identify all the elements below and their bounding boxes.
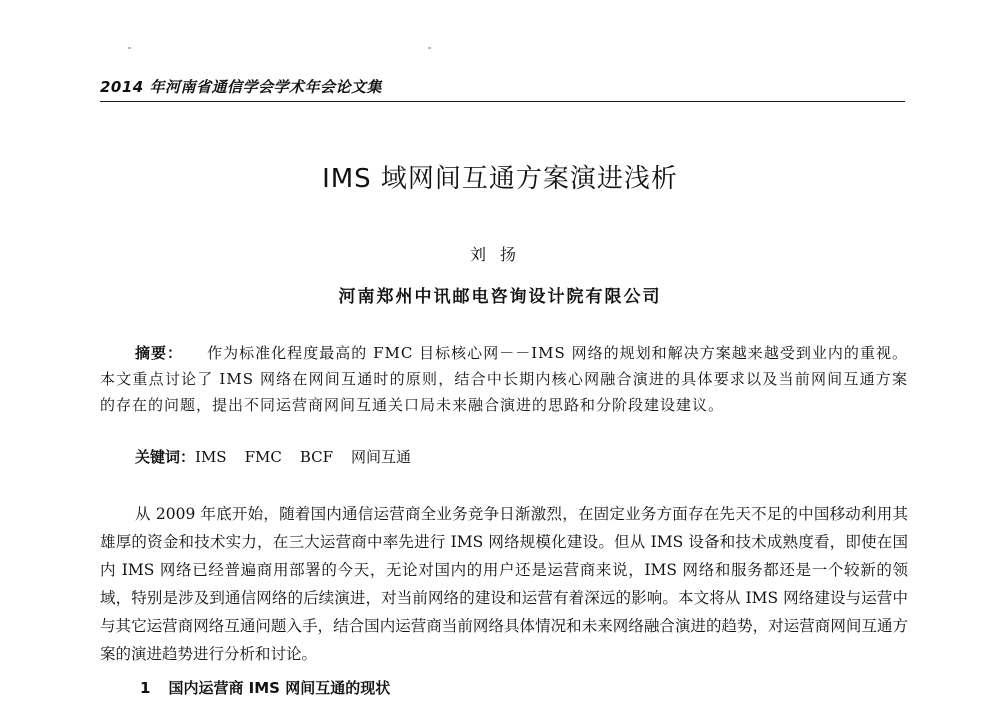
paper-title: IMS 域网间互通方案演进浅析 xyxy=(322,164,678,194)
abstract xyxy=(100,340,908,418)
header-rule xyxy=(100,101,905,102)
scan-artifact xyxy=(128,47,131,49)
section-title: 国内运营商 IMS 网间互通的现状 xyxy=(168,679,391,697)
author-affiliation: 河南郑州中讯邮电咨询设计院有限公司 xyxy=(338,287,662,307)
running-head: 2014 年河南省通信学会学术年会论文集 xyxy=(100,78,382,96)
scan-artifact xyxy=(428,47,431,49)
intro-paragraph: 从 2009 年底开始，随着国内通信运营商全业务竞争日渐激烈，在固定业务方面存在先天不足的中国移动利用其雄厚的资金和技术实力，在三大运营商中率先进行 IMS 网络规模化建设。但从 IMS 设备和技术成熟度看，即使在国内 IMS 网络已经普遍商用部署的今天，无论对国内的用户还是运营商来说，IMS 网络和服务都还是一个较新的领域，特别是涉及到通信网络的后续演进，对当前网络的建设和运营有着深远的影响。本文将从 IMS 网络建设与运营中与其它运营商网络互通问题入手，结合国内运营商当前网络具体情况和未来网络融合演进的趋势，对运营商网间互通方案的演进趋势进行分析和讨论。 xyxy=(100,505,908,663)
keyword: FMC xyxy=(244,448,282,466)
keywords-label: 关键词： xyxy=(135,448,196,466)
abstract-text: 作为标准化程度最高的 FMC 目标核心网－－IMS 网络的规划和解决方案越来越受到业内的重视。本文重点讨论了 IMS 网络在网间互通时的原则，结合中长期内核心网融合演进的具体要求以及当前网间互通方案的存在的问题，提出不同运营商网间互通关口局未来融合演进的思路和分阶段建设建议。 xyxy=(100,344,908,414)
keywords xyxy=(135,446,429,467)
section-heading xyxy=(140,677,390,698)
author-name: 刘扬 xyxy=(469,245,530,264)
section-number: 1 xyxy=(140,679,151,697)
abstract-label: 摘要： xyxy=(135,344,184,362)
keyword: IMS xyxy=(195,448,227,466)
keyword: 网间互通 xyxy=(351,448,412,466)
keyword: BCF xyxy=(299,448,334,466)
